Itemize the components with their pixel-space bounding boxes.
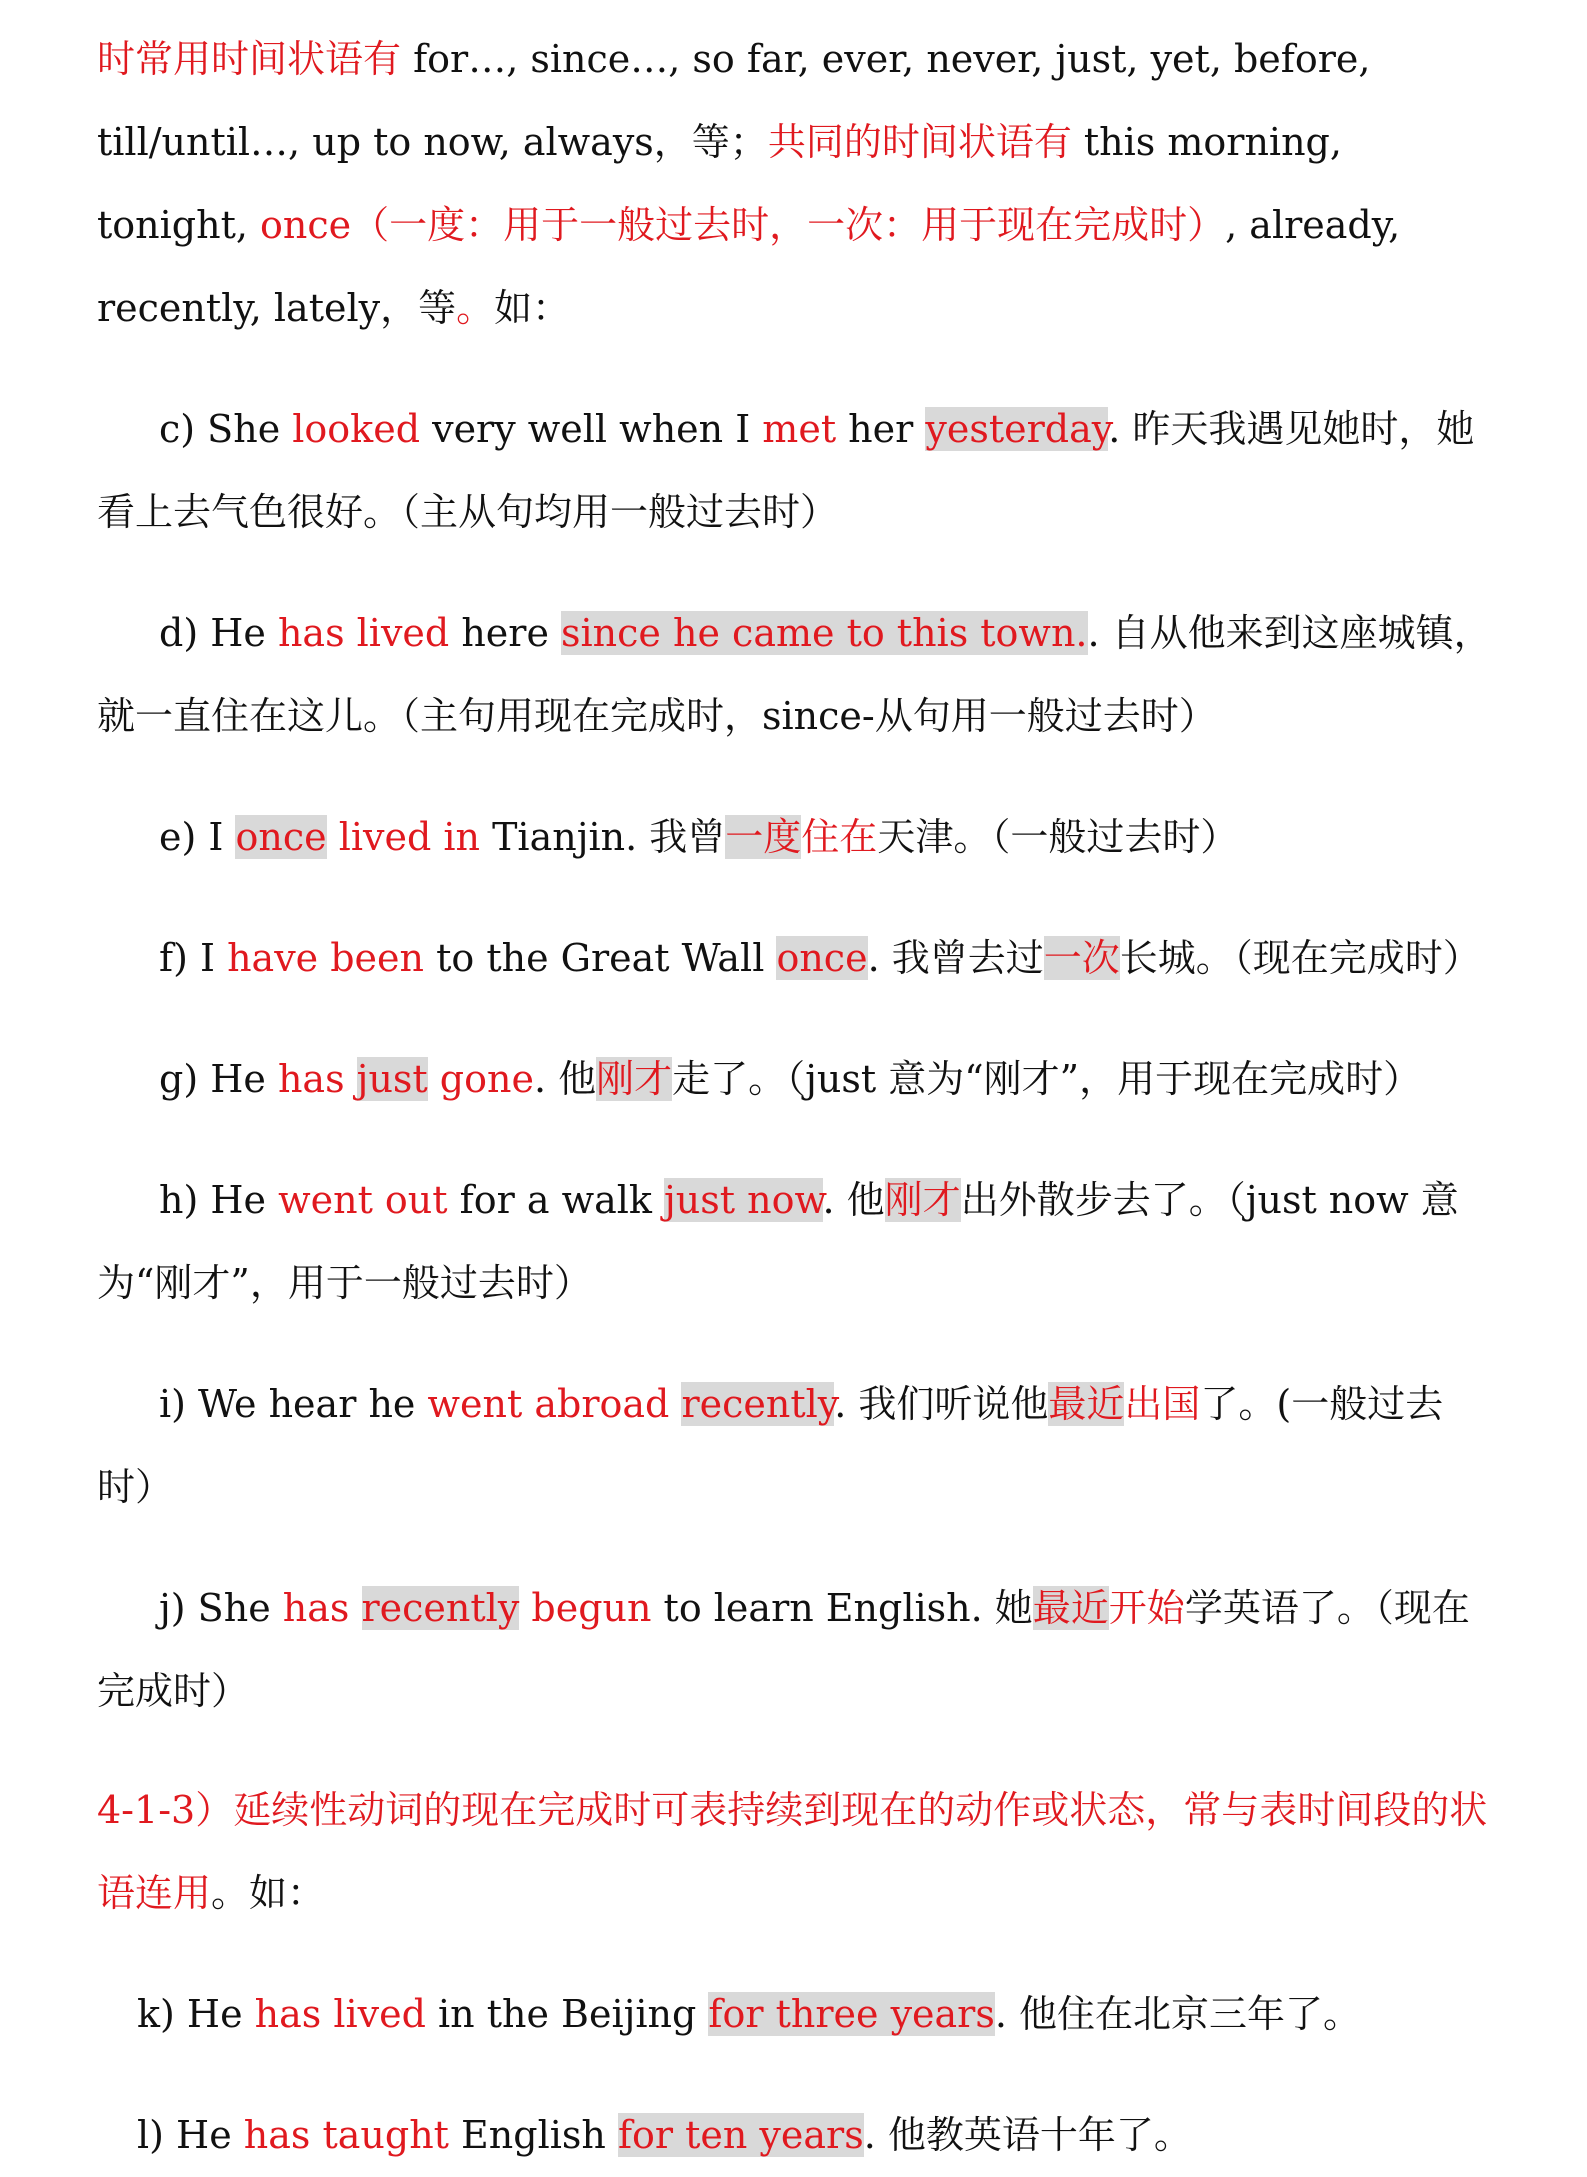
- intro-text-3: , already, recently, lately，等: [97, 203, 1401, 330]
- red-phrase: 住在: [801, 815, 878, 859]
- sentence-text: . 自从他来到这座城镇，就一直住在这儿。（主句用现在完成时，since-从句用一般过去时）: [97, 611, 1492, 738]
- red-phrase: has lived: [277, 611, 450, 655]
- red-phrase: gone: [427, 1057, 534, 1101]
- sentence-text: c) She: [159, 407, 293, 451]
- intro-text-1: for…, since…, so far, ever, never, just, yet, before, till/until…, up to now, always，等；: [97, 37, 1371, 164]
- example-sentence: [97, 2094, 1497, 2177]
- example-sentence: [97, 1038, 1497, 1121]
- highlighted-phrase: yesterday: [925, 407, 1109, 451]
- sentence-text: . 他住在北京三年了。: [994, 1992, 1362, 2036]
- document-page: [97, 18, 1497, 2177]
- example-gap: [97, 758, 1497, 796]
- red-phrase: went abroad: [427, 1382, 670, 1426]
- sentence-text: i) We hear he: [159, 1382, 428, 1426]
- red-phrase: met: [762, 407, 837, 451]
- sentence-text: h) He: [159, 1178, 279, 1222]
- intro-red-2: 共同的时间状语有: [767, 120, 1072, 164]
- red-phrase: lived in: [338, 815, 480, 859]
- sentence-text: 出外散步去了。（just now 意为“刚才”，用于一般过去时）: [97, 1178, 1459, 1305]
- sentence-text: here: [449, 611, 562, 655]
- sentence-text: l) He: [137, 2113, 244, 2157]
- example-gap: [97, 1000, 1497, 1038]
- section-heading-tail: 。如：: [211, 1871, 326, 1915]
- sentence-text: 了。(一般过去时）: [97, 1382, 1444, 1509]
- sentence-text: 学英语了。（现在完成时）: [97, 1586, 1470, 1713]
- sentence-text: . 他: [822, 1178, 885, 1222]
- sentence-text: . 他: [533, 1057, 597, 1101]
- example-gap: [97, 2056, 1497, 2094]
- highlighted-phrase: 一度: [725, 815, 802, 859]
- highlighted-phrase: recently: [361, 1586, 520, 1630]
- sentence-text: to learn English. 她: [651, 1586, 1033, 1630]
- intro-red-3: once（一度：用于一般过去时，一次：用于现在完成时）: [260, 203, 1226, 247]
- example-gap: [97, 1325, 1497, 1363]
- sentence-text: . 我曾去过: [867, 936, 1044, 980]
- sentence-text: j) She: [159, 1586, 283, 1630]
- sentence-text: Tianjin. 我曾: [480, 815, 726, 859]
- highlighted-phrase: once: [235, 815, 327, 859]
- highlighted-phrase: just now: [664, 1178, 823, 1222]
- highlighted-phrase: just: [356, 1057, 428, 1101]
- highlighted-phrase: for ten years: [617, 2113, 864, 2157]
- red-phrase: has lived: [254, 1992, 426, 2036]
- intro-text-4: 如：: [494, 286, 571, 330]
- example-gap: [97, 350, 1497, 388]
- sentence-text: k) He: [137, 1992, 255, 2036]
- red-phrase: begun: [519, 1586, 652, 1630]
- sentence-text: 长城。（现在完成时）: [1119, 936, 1481, 980]
- sentence-text: in the Beijing: [425, 1992, 709, 2036]
- red-phrase: went out: [278, 1178, 448, 1222]
- sentence-text: . 昨天我遇见她时，她看上去气色很好。（主从句均用一般过去时）: [97, 407, 1475, 534]
- example-gap: [97, 1935, 1497, 1973]
- highlighted-phrase: 最近: [1048, 1382, 1125, 1426]
- highlighted-phrase: for three years: [708, 1992, 995, 2036]
- highlighted-phrase: 一次: [1043, 936, 1120, 980]
- highlighted-phrase: once: [776, 936, 868, 980]
- sentence-text: for a walk: [447, 1178, 665, 1222]
- sentence-text: very well when I: [420, 407, 763, 451]
- intro-text-2: this morning, tonight,: [97, 120, 1342, 247]
- example-sentence: [97, 917, 1497, 1000]
- highlighted-phrase: 刚才: [596, 1057, 673, 1101]
- highlighted-phrase: 最近: [1032, 1586, 1109, 1630]
- intro-red-4: 。: [456, 286, 495, 330]
- sentence-text: her: [836, 407, 926, 451]
- example-sentence: [97, 796, 1497, 879]
- highlighted-phrase: 刚才: [884, 1178, 961, 1222]
- red-phrase: has: [282, 1586, 350, 1630]
- example-sentence: [97, 1363, 1497, 1529]
- section-heading-text: 4-1-3）延续性动词的现在完成时可表持续到现在的动作或状态，常与表时间段的状语连用: [97, 1788, 1488, 1915]
- example-sentence: [97, 592, 1497, 758]
- red-phrase: have been: [227, 936, 425, 980]
- sentence-text: 走了。（just 意为“刚才”，用于现在完成时）: [672, 1057, 1422, 1101]
- highlighted-phrase: recently: [681, 1382, 835, 1426]
- example-gap: [97, 1121, 1497, 1159]
- sentence-text: . 我们听说他: [834, 1382, 1049, 1426]
- sentence-text: to the Great Wall: [424, 936, 777, 980]
- sentence-text: . 他教英语十年了。: [863, 2113, 1192, 2157]
- sentence-text: g) He: [159, 1057, 278, 1101]
- intro-paragraph: [97, 18, 1497, 350]
- sentence-text: [669, 1382, 681, 1426]
- example-sentence: [97, 1567, 1497, 1733]
- example-sentence: [97, 1159, 1497, 1325]
- intro-red-1: 时常用时间状语有: [97, 37, 402, 81]
- sentence-text: d) He: [159, 611, 278, 655]
- examples-list-2: [97, 1935, 1497, 2177]
- example-sentence: [97, 388, 1497, 554]
- red-phrase: 开始: [1108, 1586, 1185, 1630]
- sentence-text: English: [448, 2113, 618, 2157]
- highlighted-phrase: since he came to this town.: [561, 611, 1088, 655]
- sentence-text: e) I: [159, 815, 236, 859]
- sentence-text: 天津。（一般过去时）: [877, 815, 1239, 859]
- red-phrase: looked: [292, 407, 421, 451]
- section-gap: [97, 1733, 1497, 1769]
- example-gap: [97, 554, 1497, 592]
- example-gap: [97, 879, 1497, 917]
- examples-list: [97, 350, 1497, 1733]
- red-phrase: 出国: [1124, 1382, 1201, 1426]
- example-gap: [97, 1529, 1497, 1567]
- example-sentence: [97, 1973, 1497, 2056]
- red-phrase: has taught: [243, 2113, 449, 2157]
- sentence-text: f) I: [159, 936, 228, 980]
- red-phrase: has: [277, 1057, 357, 1101]
- sentence-text: [327, 815, 339, 859]
- sentence-text: [349, 1586, 361, 1630]
- section-heading: [97, 1769, 1497, 1935]
